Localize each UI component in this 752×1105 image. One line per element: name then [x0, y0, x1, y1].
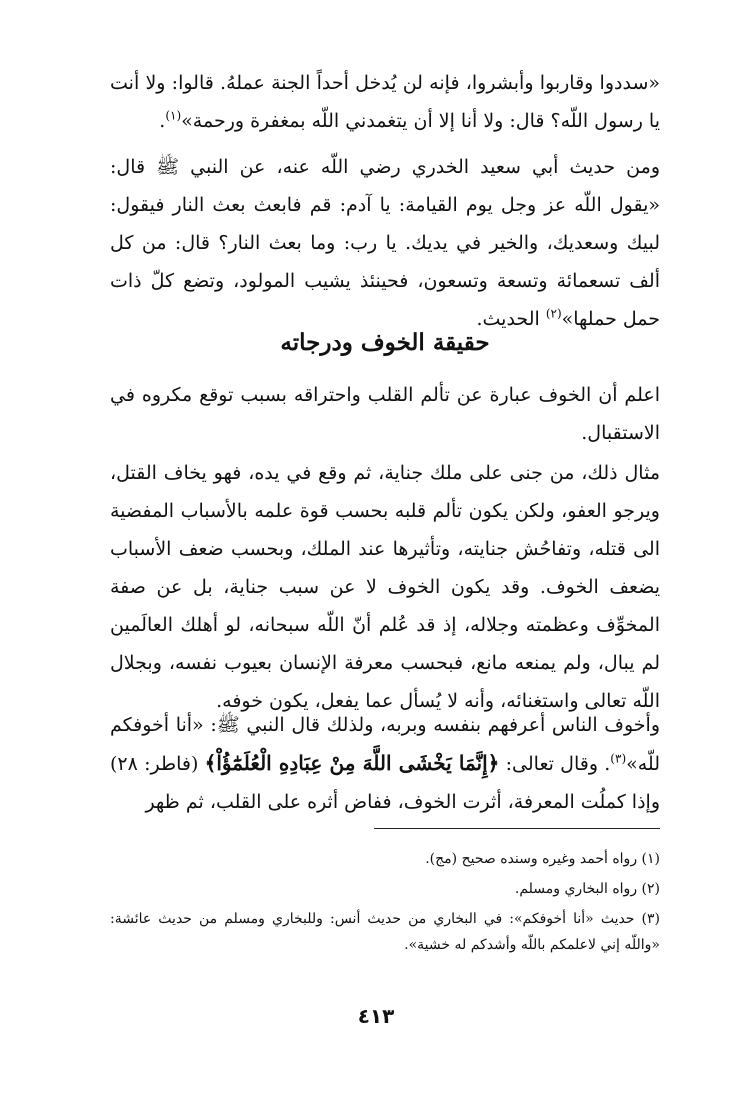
paragraph-text-after: (فاطر: ٢٨) وإذا كملُت المعرفة، أثرت الخوف، ففاض أثره على القلب، ثم ظهر	[110, 753, 660, 813]
section-heading: حقيقة الخوف ودرجاته	[280, 329, 490, 356]
footnote-item: (٣) حديث «أنا أخوفكم»: في البخاري من حديث أنس: وللبخاري ومسلم من حديث عائشة: «واللّه إني لاعلمكم باللّه وأشدكم له خشية».	[110, 911, 660, 953]
paragraph-tail: الحديث.	[476, 308, 546, 330]
paragraph-example	[110, 454, 660, 720]
page-number: ٤١٣	[357, 1004, 395, 1028]
quran-verse: ﴿إِنَّمَا يَخْشَى اللَّهَ مِنْ عِبَادِهِ الْعُلَمَٰٓؤُاْ﴾	[204, 751, 500, 775]
footnote-item: (١) رواه أحمد وغيره وسنده صحيح (مج).	[425, 851, 660, 867]
paragraph-text-mid: . وقال تعالى:	[499, 753, 611, 775]
paragraph-hadith-2	[110, 148, 660, 338]
footnotes-list	[110, 846, 660, 962]
paragraph-tail: .	[159, 110, 166, 132]
footnote-separator	[374, 828, 660, 829]
paragraph-text: «سددوا وقاربوا وأبشروا، فإنه لن يُدخل أحداً الجنة عملهُ. قالوا: ولا أنت يا رسول اللّه؟ قال: ولا أنا إلا أن يتغمدني اللّه بمغفرة ورحمة»	[110, 72, 660, 132]
footnote-ref-2[interactable]: (٢)	[545, 306, 562, 321]
paragraph-hadith-1	[110, 64, 660, 140]
paragraph-text: اعلم أن الخوف عبارة عن تألم القلب واحتراقه بسبب توقع مكروه في الاستقبال.	[110, 384, 660, 444]
paragraph-knowledge	[110, 706, 660, 821]
paragraph-text: ومن حديث أبي سعيد الخدري رضي اللّه عنه، عن النبي ﷺ قال: «يقول اللّه عز وجل يوم القيامة: يا آدم: قم فابعث بعث النار فيقول: لبيك وسعديك، والخير في يديك. يا رب: وما بعث النار؟ قال: من كل ألف تسعمائة وتسعة وتسعون، فحينئذ يشيب المولود، وتضع كلّ ذات حمل حملها»	[110, 156, 660, 330]
footnote-ref-1[interactable]: (١)	[165, 108, 182, 123]
paragraph-text: مثال ذلك، من جنى على ملك جناية، ثم وقع في يده، فهو يخاف القتل، ويرجو العفو، ولكن يكون تألم قلبه بحسب قوة علمه بالأسباب المفضية الى قتله، وتفاحُش جنايته، وتأثيرها عند الملك، وبحسب ضعف الأسباب يضعف الخوف. وقد يكون الخوف لا عن سبب جناية، بل عن صفة المخوِّف وعظمته وجلاله، إذ قد عُلم أنّ اللّه سبحانه، لو أهلك العالَمين لم يبال، ولم يمنعه مانع، فبحسب معرفة الإنسان بعيوب نفسه، وبجلال اللّه تعالى واستغنائه، وأنه لا يُسأل عما يفعل، يكون خوفه.	[110, 462, 660, 712]
paragraph-definition	[110, 376, 660, 452]
footnote-ref-3[interactable]: (٣)	[610, 751, 627, 766]
paragraph-text-before: وأخوف الناس أعرفهم بنفسه وبربه، ولذلك قال النبي ﷺ: «أنا أخوفكم للّه»	[110, 714, 661, 775]
footnote-item: (٢) رواه البخاري ومسلم.	[514, 881, 660, 897]
